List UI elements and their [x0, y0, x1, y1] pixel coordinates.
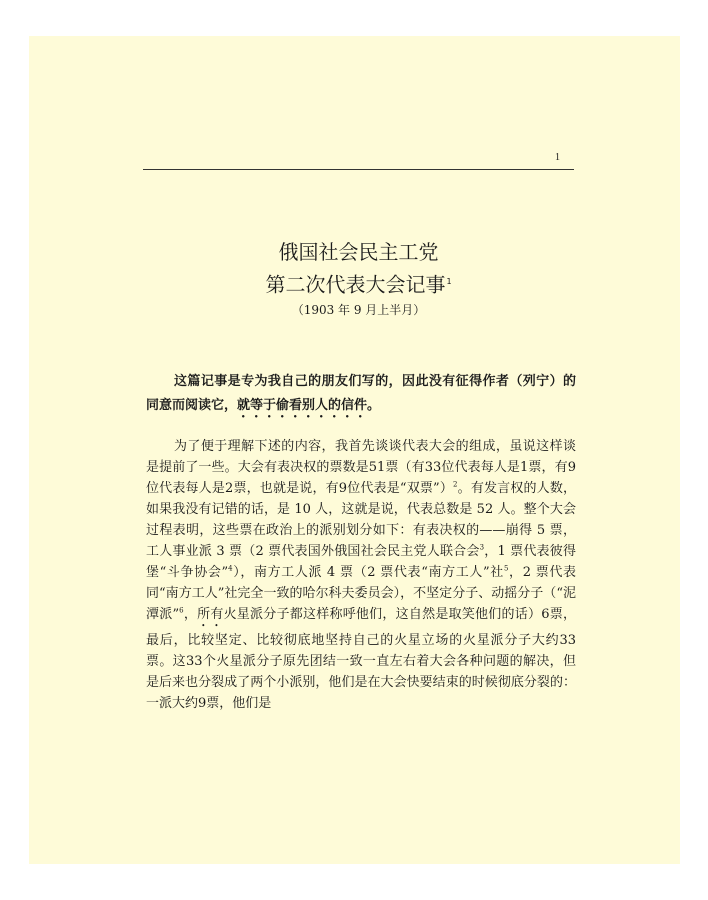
- footnote-marker-5: 5: [503, 564, 509, 573]
- header-rule: [143, 169, 574, 170]
- title-line-1: 俄国社会民主工党: [278, 240, 439, 264]
- footnote-marker-3: 3: [479, 543, 485, 552]
- footnote-marker-4: 4: [228, 564, 233, 573]
- body-paragraph: 为了便于理解下述的内容，我首先谈谈代表大会的组成，虽说这样谈是提前了一些。大会有表决权的票数是51票（有33位代表每人是1票，有9位代表每人是2票，也就是说，有9位代表是“双票”）$^2$。有发言权的人数，如果我没有记错的话，是 10 人，这就是说，代表总数是 52 人。整个大会过程表明，这些票在政治上的派别划分如下：有表决权的——崩得 5 票，工人事业派 3 票（2 票代表国外俄国社会民主党人联合会$^3$，1 票代表彼得堡“斗争协会”$^4$），南方工人派 4 票（2 票代表“南方工人”社$^5$，2 票代表同“南方工人”社完全一致的哈尔科夫委员会），不坚定分子、动摇分子（“泥潭派”$^6$，所有火星派分子都这样称呼他们，这自然是取笑他们的话）6票，最后，比较坚定、比较彻底地坚持自己的火星立场的火星派分子大约33票。这33个火星派分子原先团结一致一直左右着大会各种问题的解决，但是后来也分裂成了两个小派别，他们是在大会快要结束的时候彻底分裂的：一派大约9票，他们是: [146, 439, 577, 711]
- emphasized-word: 所有: [197, 607, 224, 622]
- footnote-marker-6: 6: [179, 606, 184, 615]
- title-line-2: 第二次代表大会记事$^1$: [265, 272, 452, 297]
- footnote-marker-2: 2: [453, 480, 458, 489]
- page-number: 1: [555, 152, 560, 163]
- date-subtitle: （1903 年 9 月上半月）: [291, 303, 426, 317]
- title-footnote-marker: 1: [446, 277, 452, 286]
- emphasized-phrase: 就等于偷看别人的信件: [237, 398, 368, 413]
- editor-note: 这篇记事是专为我自己的朋友们写的，因此没有征得作者（列宁）的同意而阅读它，就等于偷看别人的信件。: [146, 374, 576, 413]
